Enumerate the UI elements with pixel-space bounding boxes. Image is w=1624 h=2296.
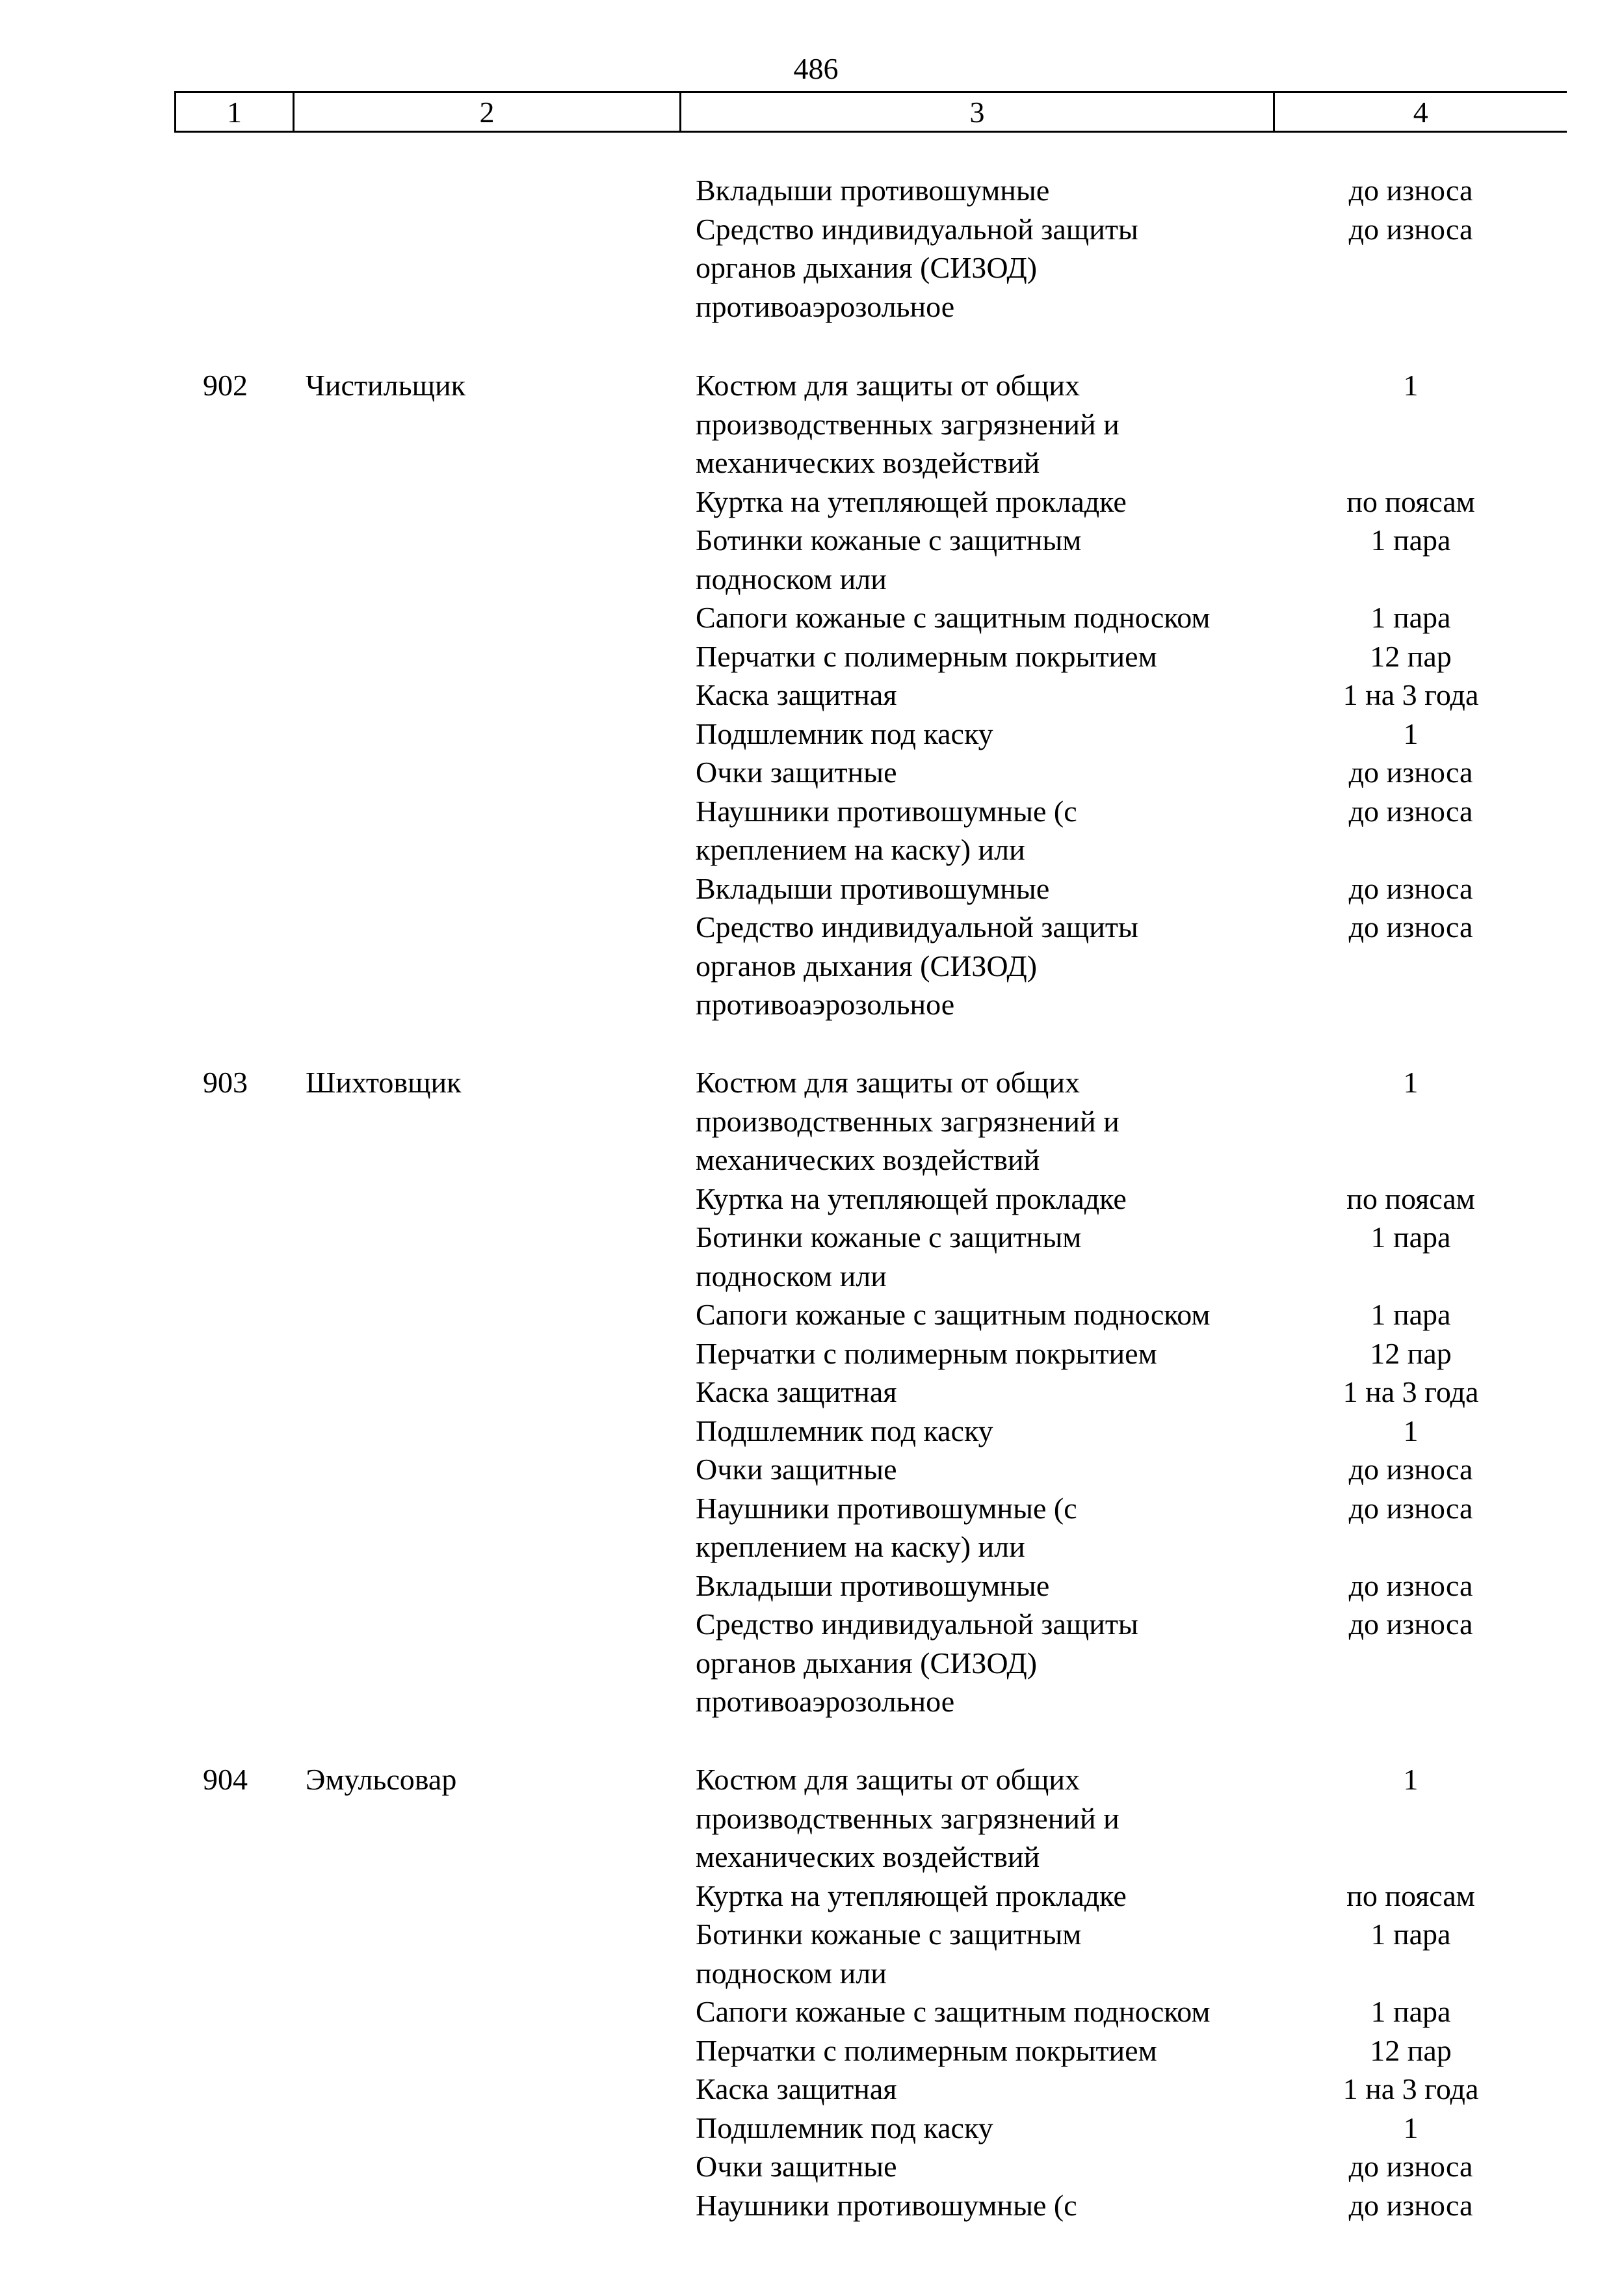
item-norm: по поясам bbox=[1346, 484, 1475, 518]
item-name: Вкладыши противошумные bbox=[696, 174, 1050, 207]
page-number: 486 bbox=[793, 52, 839, 85]
item-name: Перчатки с полимерным покрытием bbox=[696, 1336, 1157, 1370]
item-name: Костюм для защиты от общих производственных загрязнений и механических воздействий bbox=[696, 369, 1120, 479]
item-norm: по поясам bbox=[1346, 1181, 1475, 1215]
list-item bbox=[696, 1915, 1567, 1992]
entry-number: 904 bbox=[203, 1763, 248, 1796]
column-header-row bbox=[174, 91, 1567, 133]
item-name: Каска защитная bbox=[696, 1375, 897, 1408]
item-name: Куртка на утепляющей прокладке bbox=[696, 484, 1127, 518]
entry-number: 903 bbox=[203, 1066, 248, 1099]
item-norm: 1 пара bbox=[1370, 1298, 1451, 1331]
item-name: Сапоги кожаные с защитным подноском bbox=[696, 601, 1211, 634]
item-norm: до износа bbox=[1348, 910, 1473, 943]
column-header-2: 2 bbox=[294, 92, 681, 132]
item-norm: до износа bbox=[1348, 212, 1473, 246]
item-norm: 1 bbox=[1403, 1414, 1419, 1447]
item-norm: 1 bbox=[1403, 1066, 1419, 1099]
item-norm: до износа bbox=[1348, 871, 1473, 905]
item-name: Ботинки кожаные с защитным подноском или bbox=[696, 523, 1082, 596]
item-norm: 1 пара bbox=[1370, 601, 1451, 634]
list-item bbox=[696, 1450, 1567, 1489]
item-name: Ботинки кожаные с защитным подноском или bbox=[696, 1918, 1082, 1990]
column-header-4: 4 bbox=[1274, 92, 1567, 132]
list-item bbox=[696, 715, 1567, 754]
item-norm: 1 на 3 года bbox=[1342, 1375, 1479, 1408]
list-item bbox=[696, 2186, 1567, 2225]
item-norm: до износа bbox=[1348, 1491, 1473, 1525]
list-item bbox=[696, 792, 1567, 869]
list-item bbox=[696, 2031, 1567, 2070]
item-name: Костюм для защиты от общих производственных загрязнений и механических воздействий bbox=[696, 1763, 1120, 1873]
list-item bbox=[696, 1373, 1567, 1412]
entry-items bbox=[696, 1760, 1567, 2224]
list-item bbox=[696, 1760, 1567, 1877]
item-name: Каска защитная bbox=[696, 2072, 897, 2105]
list-item bbox=[696, 1605, 1567, 1721]
item-name: Куртка на утепляющей прокладке bbox=[696, 1181, 1127, 1215]
entry-profession: Чистильщик bbox=[306, 369, 465, 402]
item-norm: до износа bbox=[1348, 174, 1473, 207]
list-item bbox=[696, 366, 1567, 482]
item-norm: 1 bbox=[1403, 1763, 1419, 1796]
list-item bbox=[696, 753, 1567, 792]
item-name: Перчатки с полимерным покрытием bbox=[696, 2033, 1157, 2067]
item-name: Каска защитная bbox=[696, 678, 897, 711]
list-item bbox=[696, 637, 1567, 676]
item-norm: до износа bbox=[1348, 2150, 1473, 2183]
list-item bbox=[696, 1566, 1567, 1605]
list-item bbox=[696, 869, 1567, 908]
item-name: Подшлемник под каску bbox=[696, 717, 993, 750]
item-name: Средство индивидуальной защиты органов дыхания (СИЗОД) противоаэрозольное bbox=[696, 1607, 1138, 1718]
item-norm: 12 пар bbox=[1370, 1336, 1452, 1370]
item-name: Вкладыши противошумные bbox=[696, 1568, 1050, 1602]
list-item bbox=[696, 1412, 1567, 1451]
item-name: Очки защитные bbox=[696, 2150, 897, 2183]
item-norm: 12 пар bbox=[1370, 639, 1452, 673]
item-norm: по поясам bbox=[1346, 1879, 1475, 1912]
item-name: Наушники противошумные (с креплением на каску) или bbox=[696, 794, 1077, 866]
entry-profession: Шихтовщик bbox=[306, 1066, 462, 1099]
list-item bbox=[696, 676, 1567, 715]
list-item bbox=[696, 598, 1567, 637]
list-item bbox=[696, 2147, 1567, 2186]
item-norm: до износа bbox=[1348, 1453, 1473, 1486]
item-norm: 1 пара bbox=[1370, 523, 1451, 557]
entry-items bbox=[696, 366, 1567, 1024]
item-norm: 1 пара bbox=[1370, 1995, 1451, 2028]
item-name: Очки защитные bbox=[696, 1453, 897, 1486]
item-norm: до износа bbox=[1348, 2188, 1473, 2222]
item-name: Средство индивидуальной защиты органов дыхания (СИЗОД) противоаэрозольное bbox=[696, 212, 1138, 323]
list-item bbox=[696, 1180, 1567, 1219]
list-item bbox=[696, 210, 1567, 326]
item-name: Перчатки с полимерным покрытием bbox=[696, 639, 1157, 673]
item-norm: 1 пара bbox=[1370, 1221, 1451, 1254]
list-item bbox=[696, 482, 1567, 521]
item-norm: 1 bbox=[1403, 369, 1419, 402]
item-norm: до износа bbox=[1348, 794, 1473, 828]
column-header-3: 3 bbox=[681, 92, 1274, 132]
item-name: Подшлемник под каску bbox=[696, 2111, 993, 2144]
list-item bbox=[696, 1334, 1567, 1373]
item-name: Средство индивидуальной защиты органов дыхания (СИЗОД) противоаэрозольное bbox=[696, 910, 1138, 1021]
list-item bbox=[696, 1063, 1567, 1180]
item-norm: 1 на 3 года bbox=[1342, 2072, 1479, 2105]
entry-items bbox=[696, 1063, 1567, 1721]
item-norm: 1 bbox=[1403, 717, 1419, 750]
list-item bbox=[696, 2109, 1567, 2148]
list-item bbox=[696, 1295, 1567, 1334]
item-name: Вкладыши противошумные bbox=[696, 871, 1050, 905]
item-norm: 12 пар bbox=[1370, 2033, 1452, 2067]
item-name: Наушники противошумные (с bbox=[696, 2188, 1077, 2222]
item-name: Сапоги кожаные с защитным подноском bbox=[696, 1995, 1211, 2028]
continuation-items bbox=[696, 171, 1567, 326]
item-name: Сапоги кожаные с защитным подноском bbox=[696, 1298, 1211, 1331]
item-norm: до износа bbox=[1348, 756, 1473, 789]
item-name: Костюм для защиты от общих производственных загрязнений и механических воздействий bbox=[696, 1066, 1120, 1176]
list-item bbox=[696, 1877, 1567, 1916]
list-item bbox=[696, 1489, 1567, 1566]
entry-number: 902 bbox=[203, 369, 248, 402]
item-norm: 1 bbox=[1403, 2111, 1419, 2144]
column-header-1: 1 bbox=[176, 92, 294, 132]
list-item bbox=[696, 521, 1567, 598]
item-name: Подшлемник под каску bbox=[696, 1414, 993, 1447]
list-item bbox=[696, 908, 1567, 1024]
item-name: Наушники противошумные (с креплением на каску) или bbox=[696, 1491, 1077, 1563]
item-name: Куртка на утепляющей прокладке bbox=[696, 1879, 1127, 1912]
item-name: Очки защитные bbox=[696, 756, 897, 789]
item-name: Ботинки кожаные с защитным подноском или bbox=[696, 1221, 1082, 1293]
list-item bbox=[696, 1218, 1567, 1295]
list-item bbox=[696, 1992, 1567, 2031]
item-norm: до износа bbox=[1348, 1568, 1473, 1602]
item-norm: до износа bbox=[1348, 1607, 1473, 1641]
list-item bbox=[696, 2070, 1567, 2109]
item-norm: 1 пара bbox=[1370, 1918, 1451, 1951]
item-norm: 1 на 3 года bbox=[1342, 678, 1479, 711]
entry-profession: Эмульсовар bbox=[306, 1763, 457, 1796]
list-item bbox=[696, 171, 1567, 210]
